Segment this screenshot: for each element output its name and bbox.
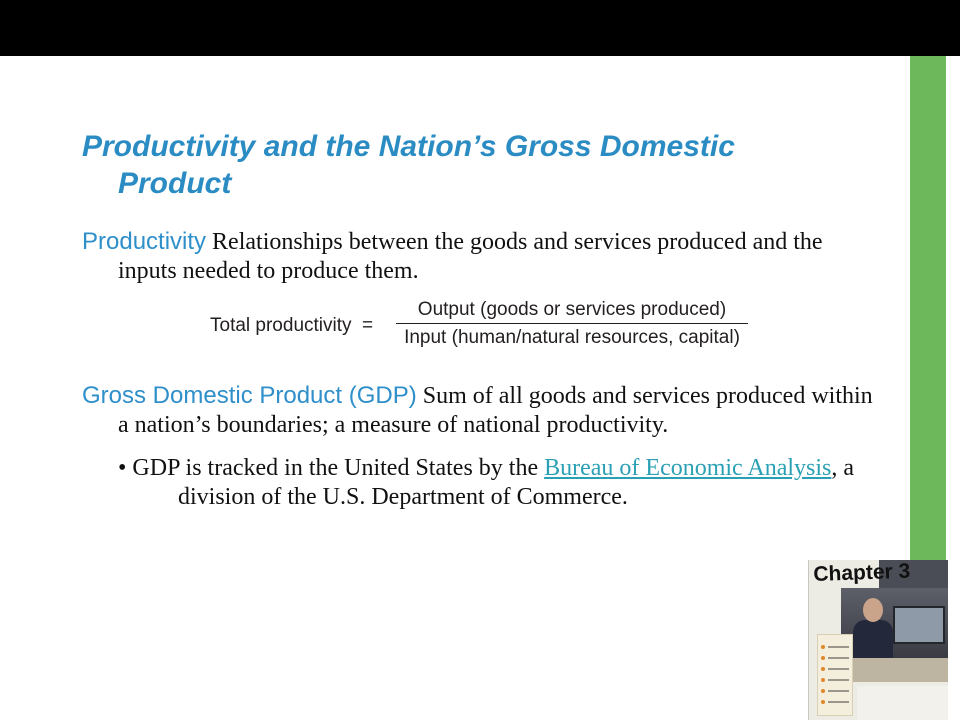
cover-list-rule [828, 679, 849, 681]
definition-term: Gross Domestic Product (GDP) [82, 382, 417, 409]
definition-productivity [82, 227, 882, 286]
cover-bottom-panel [857, 686, 948, 720]
cover-bullet-dot [821, 700, 825, 704]
cover-list-line [821, 674, 849, 685]
cover-bullet-dot [821, 645, 825, 649]
bullet-marker: • [118, 455, 127, 481]
bullet-text-after: , a division of the U.S. Department of Commerce. [178, 455, 855, 510]
cover-list-line [821, 696, 849, 707]
formula-equals-sign: = [362, 315, 374, 336]
bullet-item [118, 454, 882, 512]
green-side-bar [910, 56, 946, 560]
definition-text: Sum of all goods and services produced within a nation’s boundaries; a measure of national productivity. [118, 383, 873, 438]
cover-title: Chapter 3 [813, 560, 911, 586]
definition-gdp [82, 381, 882, 440]
book-cover-image [808, 560, 948, 720]
cover-list-rule [828, 668, 849, 670]
cover-photo-screen [893, 606, 945, 644]
cover-list-rule [828, 690, 849, 692]
cover-bullet-dot [821, 656, 825, 660]
cover-bullet-dot [821, 678, 825, 682]
definition-text: Relationships between the goods and services produced and the inputs needed to produce them. [118, 229, 823, 284]
cover-list-line [821, 652, 849, 663]
cover-photo-table [841, 658, 948, 682]
bea-link[interactable]: Bureau of Economic Analysis [544, 455, 832, 481]
cover-photo-person-head [863, 598, 883, 622]
cover-list-rule [828, 646, 849, 648]
slide-title: Productivity and the Nation’s Gross Domestic Product [82, 130, 735, 200]
cover-list-rule [828, 657, 849, 659]
formula-denominator: Input (human/natural resources, capital) [404, 327, 740, 348]
cover-bullet-dot [821, 689, 825, 693]
header-bar [0, 0, 960, 56]
cover-bullet-dot [821, 667, 825, 671]
definition-term: Productivity [82, 228, 207, 255]
formula-fraction [396, 296, 748, 351]
cover-list-line [821, 663, 849, 674]
cover-list-rule [828, 701, 849, 703]
cover-list-line [821, 641, 849, 652]
cover-list-line [821, 685, 849, 696]
cover-photo-person-body [853, 620, 893, 660]
cover-meeting-photo [841, 588, 948, 682]
formula-label: Total productivity [210, 315, 352, 336]
bullet-text-before: GDP is tracked in the United States by the [132, 455, 539, 481]
cover-contents-panel [817, 634, 853, 716]
formula-numerator: Output (goods or services produced) [417, 299, 727, 320]
